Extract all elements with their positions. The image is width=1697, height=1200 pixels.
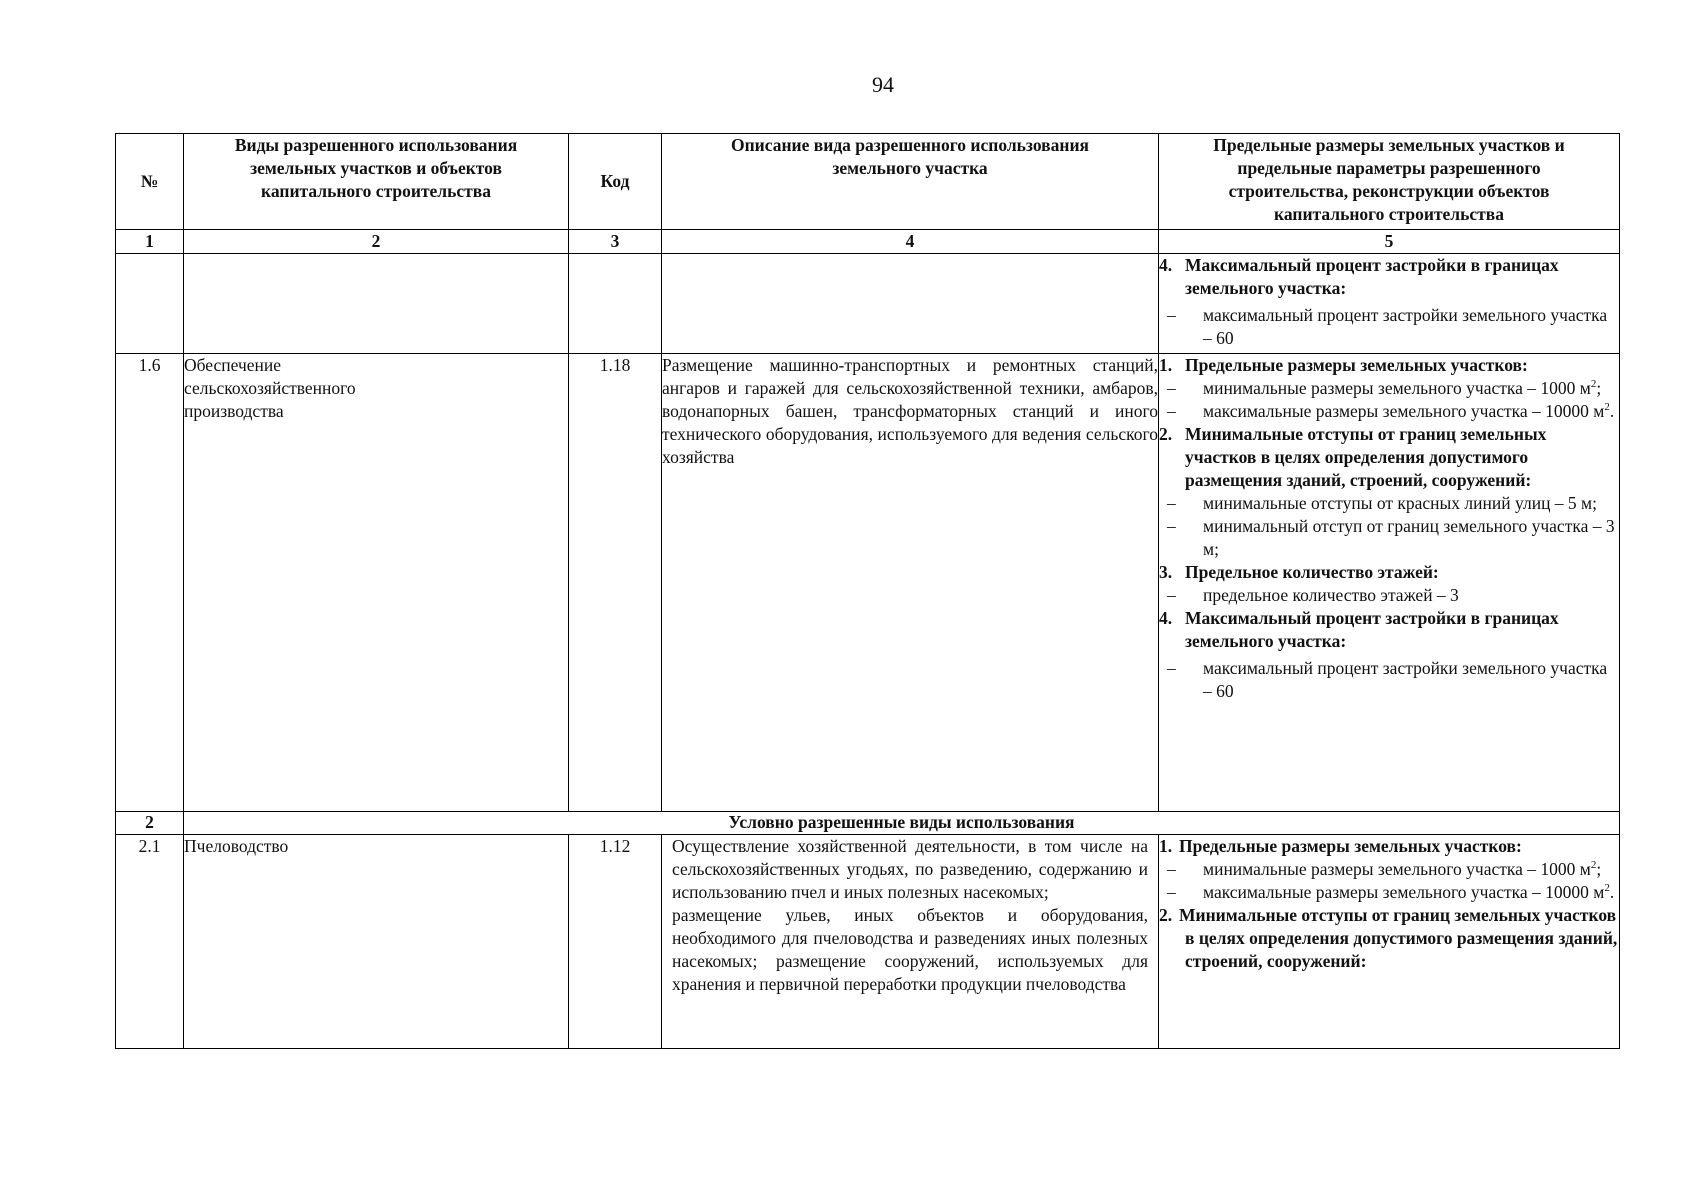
table-row [116, 354, 1620, 812]
limit-heading: 2. Минимальные отступы от границ земельных участков в целях определения допустимого размещения зданий, строений, сооружений: [1159, 905, 1618, 971]
use-type-name: Обеспечение сельскохозяйственного производства [184, 354, 569, 812]
row-number [116, 254, 184, 354]
limit-item: – предельное количество этажей – 3 [1167, 585, 1459, 605]
table-row [116, 254, 1620, 354]
limit-heading: 2. Минимальные отступы от границ земельных участков в целях определения допустимого размещения зданий, строений, сооружений: [1159, 424, 1547, 490]
row-number: 2.1 [116, 835, 184, 1049]
use-code [569, 254, 662, 354]
limit-item: – максимальный процент застройки земельного участка – 60 [1167, 658, 1608, 701]
description-part: Осуществление хозяйственной деятельности, в том числе на сельскохозяйственных угодьях, по разведению, содержанию и использованию пчел и иных полезных насекомых; [672, 836, 1148, 902]
limit-item: – минимальные размеры земельного участка – 1000 $м^2$; [1167, 378, 1602, 398]
use-type-name [184, 254, 569, 354]
header-row [116, 134, 1620, 230]
land-use-table [115, 133, 1620, 1049]
use-code: 1.12 [569, 835, 662, 1049]
page-number: 94 [872, 72, 894, 97]
header-description: Описание вида разрешенного использования земельного участка [662, 134, 1159, 230]
limit-heading: 4. Максимальный процент застройки в границах земельного участка: [1159, 255, 1559, 298]
header-number: № [116, 134, 184, 230]
limit-item: – максимальный процент застройки земельного участка – 60 [1167, 305, 1608, 348]
use-limits [1159, 354, 1620, 812]
use-type-name: Пчеловодство [184, 835, 569, 1049]
use-limits [1159, 254, 1620, 354]
limit-heading: 1. Предельные размеры земельных участков: [1159, 355, 1528, 375]
column-number: 3 [569, 230, 662, 254]
table-row [116, 835, 1620, 1049]
header-use-types: Виды разрешенного использования земельных участков и объектов капитального строительства [184, 134, 569, 230]
column-number: 2 [184, 230, 569, 254]
column-number-row [116, 230, 1620, 254]
limit-heading: 3. Предельное количество этажей: [1159, 562, 1439, 582]
use-description [662, 254, 1159, 354]
limit-heading: 4. Максимальный процент застройки в границах земельного участка: [1159, 608, 1559, 651]
section-number: 2 [116, 812, 184, 835]
column-number: 4 [662, 230, 1159, 254]
use-limits [1159, 835, 1620, 1049]
limit-heading: 1. Предельные размеры земельных участков: [1159, 836, 1522, 856]
section-title: Условно разрешенные виды использования [184, 812, 1620, 835]
limit-item: – минимальные отступы от красных линий улиц – 5 м; [1167, 493, 1597, 513]
description-part: размещение ульев, иных объектов и оборудования, необходимого для пчеловодства и разведениях иных полезных насекомых; размещение сооружений, используемых для хранения и первичной переработки продукции пчеловодства [672, 905, 1148, 994]
row-number: 1.6 [116, 354, 184, 812]
use-description [662, 835, 1159, 1049]
use-code: 1.18 [569, 354, 662, 812]
column-number: 1 [116, 230, 184, 254]
header-code: Код [569, 134, 662, 230]
column-number: 5 [1159, 230, 1620, 254]
section-row [116, 812, 1620, 835]
limit-item: – минимальный отступ от границ земельного участка – 3 м; [1167, 516, 1615, 559]
header-limits: Предельные размеры земельных участков и предельные параметры разрешенного строительства, реконструкции объектов капитального строительства [1159, 134, 1620, 230]
limit-item: – минимальные размеры земельного участка – 1000 $м^2$; [1167, 859, 1602, 879]
limit-item: – максимальные размеры земельного участка – 10000 $м^2$. [1167, 401, 1615, 421]
use-description: Размещение машинно-транспортных и ремонтных станций, ангаров и гаражей для сельскохозяйственной техники, амбаров, водонапорных башен, трансформаторных станций и иного технического оборудования, используемого для ведения сельского хозяйства [662, 354, 1159, 812]
limit-item: – максимальные размеры земельного участка – 10000 $м^2$. [1167, 882, 1615, 902]
